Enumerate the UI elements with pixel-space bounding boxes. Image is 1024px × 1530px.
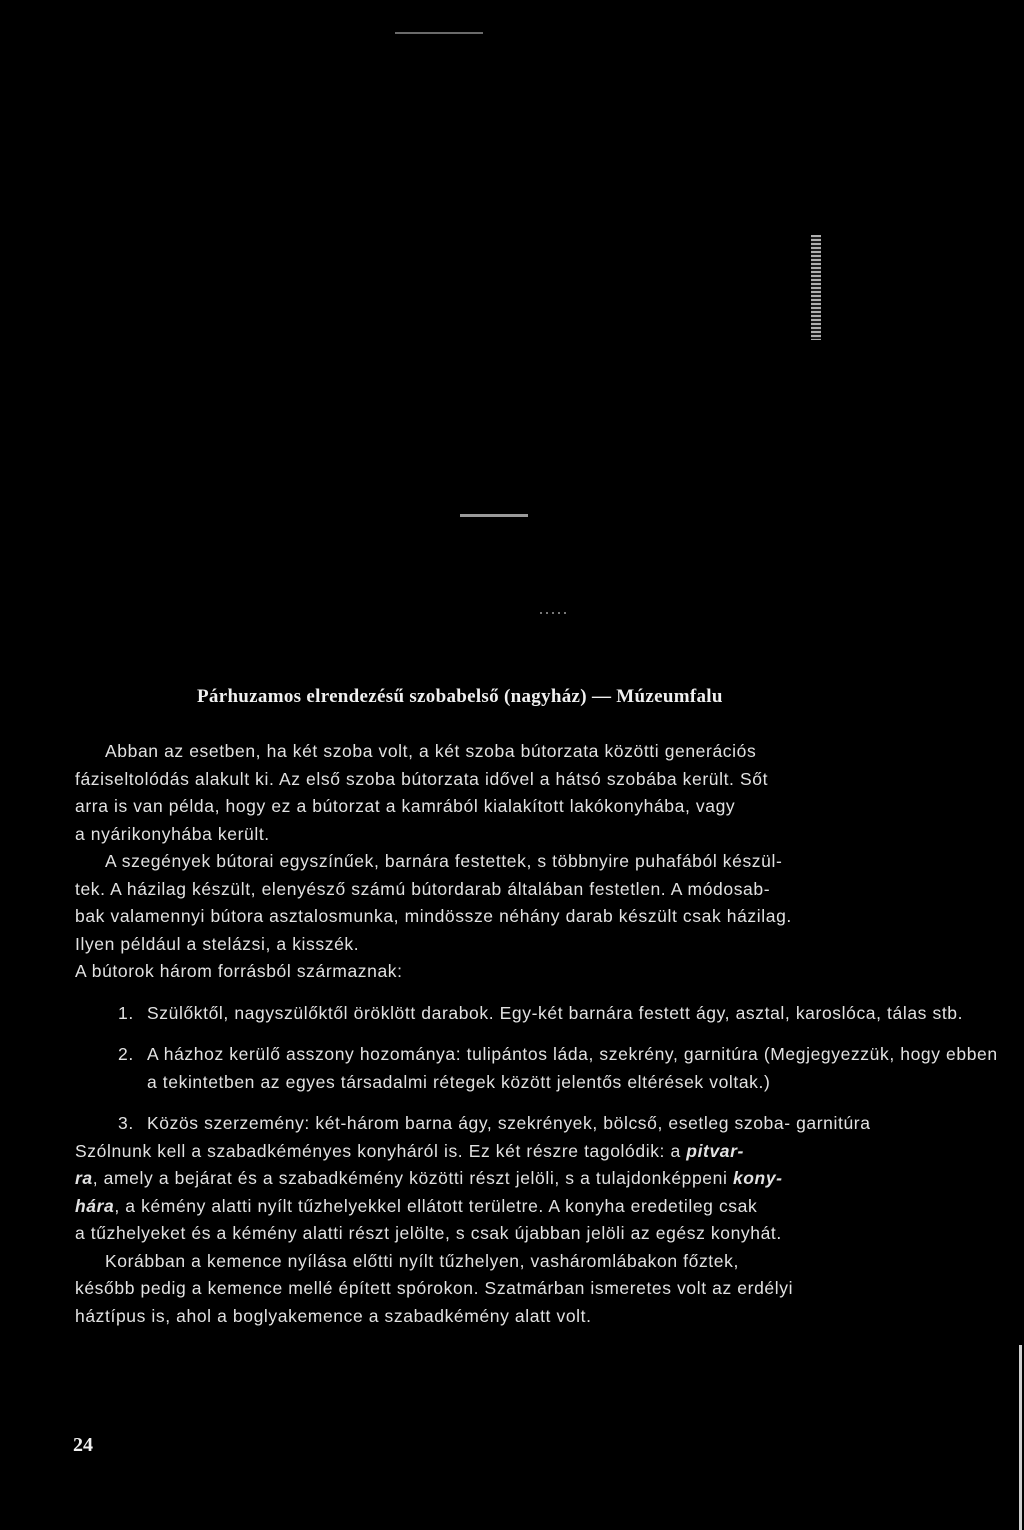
text-line: Szülőktől, nagyszülőktől öröklött darabok. Egy-két barnára festett ágy, asztal,	[147, 1002, 791, 1023]
text-line: Szólnunk kell a szabadkéményes konyháról is. Ez két részre tagolódik: a pitvar-	[75, 1140, 744, 1161]
text-line: A házhoz kerülő asszony hozománya: tulipántos láda, szekrény, garnitúra	[147, 1044, 759, 1064]
paragraph-cooking	[75, 1248, 1010, 1331]
text-line: tek. A házilag készült, elenyésző számú bútordarab általában festetlen. A módosab-	[75, 878, 771, 899]
text-line: (Megjegyezzük, hogy ebben a tekintetben az egyes társadalmi rétegek között	[147, 1044, 998, 1092]
text-line: A szegények bútorai egyszínűek, barnára festettek, s többnyire puhafából készül-	[105, 851, 783, 871]
list-number: 1.	[118, 1002, 134, 1023]
text-line: garnitúra	[796, 1113, 871, 1133]
figure-caption: Párhuzamos elrendezésű szobabelső (nagyház) — Múzeumfalu	[197, 686, 723, 707]
photo-scale-mark	[811, 235, 821, 340]
photograph-dark-interior	[0, 0, 1024, 665]
text-line: Ilyen például a stelázsi, a kisszék.	[75, 933, 360, 954]
text-line: arra is van példa, hogy ez a bútorzat a kamrából kialakított lakókonyhába, vagy	[75, 796, 736, 816]
text-line: A bútorok három forrásból származnak:	[75, 961, 403, 981]
text-line: jelentős eltérések voltak.)	[556, 1071, 771, 1092]
text-line: a nyárikonyhába került.	[75, 823, 270, 844]
paragraph-kitchen	[75, 1138, 1010, 1248]
text-line: Közös szerzemény: két-három barna ágy, szekrények, bölcső, esetleg szoba-	[147, 1113, 791, 1133]
paragraph-sources-intro	[75, 958, 1010, 986]
text-line: a tűzhelyeket és a kémény alatti részt jelölte, s csak újabban jelöli az egész konyhát.	[75, 1223, 782, 1243]
text-line: hára, a kémény alatti nyílt tűzhelyekkel ellátott területre. A konyha eredetileg csak	[75, 1195, 758, 1216]
photo-artifact-line-mid	[460, 514, 528, 517]
list-item-dowry	[75, 1041, 1010, 1096]
paragraph-generational-shift	[75, 738, 1010, 848]
text-line: ra, amely a bejárat és a szabadkémény közötti részt jelöli, s a tulajdonképpeni kony-	[75, 1168, 783, 1188]
text-line: bak valamennyi bútora asztalosmunka, mindössze néhány darab készült csak házilag.	[75, 906, 792, 926]
term-konyha-end: hára	[75, 1195, 115, 1216]
text-line: háztípus is, ahol a boglyakemence a szabadkémény alatt volt.	[75, 1305, 592, 1326]
paragraph-furniture-types	[75, 848, 1010, 958]
photo-artifact-dots	[540, 612, 570, 614]
photo-artifact-line-top	[395, 32, 483, 34]
text-line: fáziseltolódás alakult ki. Az első szoba bútorzata idővel a hátsó szobába került. Sőt	[75, 768, 769, 789]
body-text	[75, 738, 1010, 1330]
term-konyha: kony-	[732, 1168, 783, 1188]
text-line: később pedig a kemence mellé épített spórokon. Szatmárban ismeretes volt az erdélyi	[75, 1278, 794, 1298]
list-item-joint-acquisition	[75, 1110, 1010, 1138]
scan-edge-line	[1019, 1345, 1022, 1530]
list-item-inheritance	[75, 1000, 1010, 1028]
text-line: Korábban a kemence nyílása előtti nyílt tűzhelyen, vasháromlábakon főztek,	[105, 1250, 739, 1271]
term-pitvar-end: ra	[75, 1168, 93, 1188]
list-number: 3.	[118, 1113, 134, 1133]
list-number: 2.	[118, 1044, 134, 1064]
page-number: 24	[73, 1434, 93, 1456]
term-pitvar: pitvar-	[686, 1140, 744, 1161]
text-line: Abban az esetben, ha két szoba volt, a két szoba bútorzata közötti generációs	[105, 741, 757, 761]
text-line: karoslóca, tálas stb.	[795, 1002, 964, 1023]
